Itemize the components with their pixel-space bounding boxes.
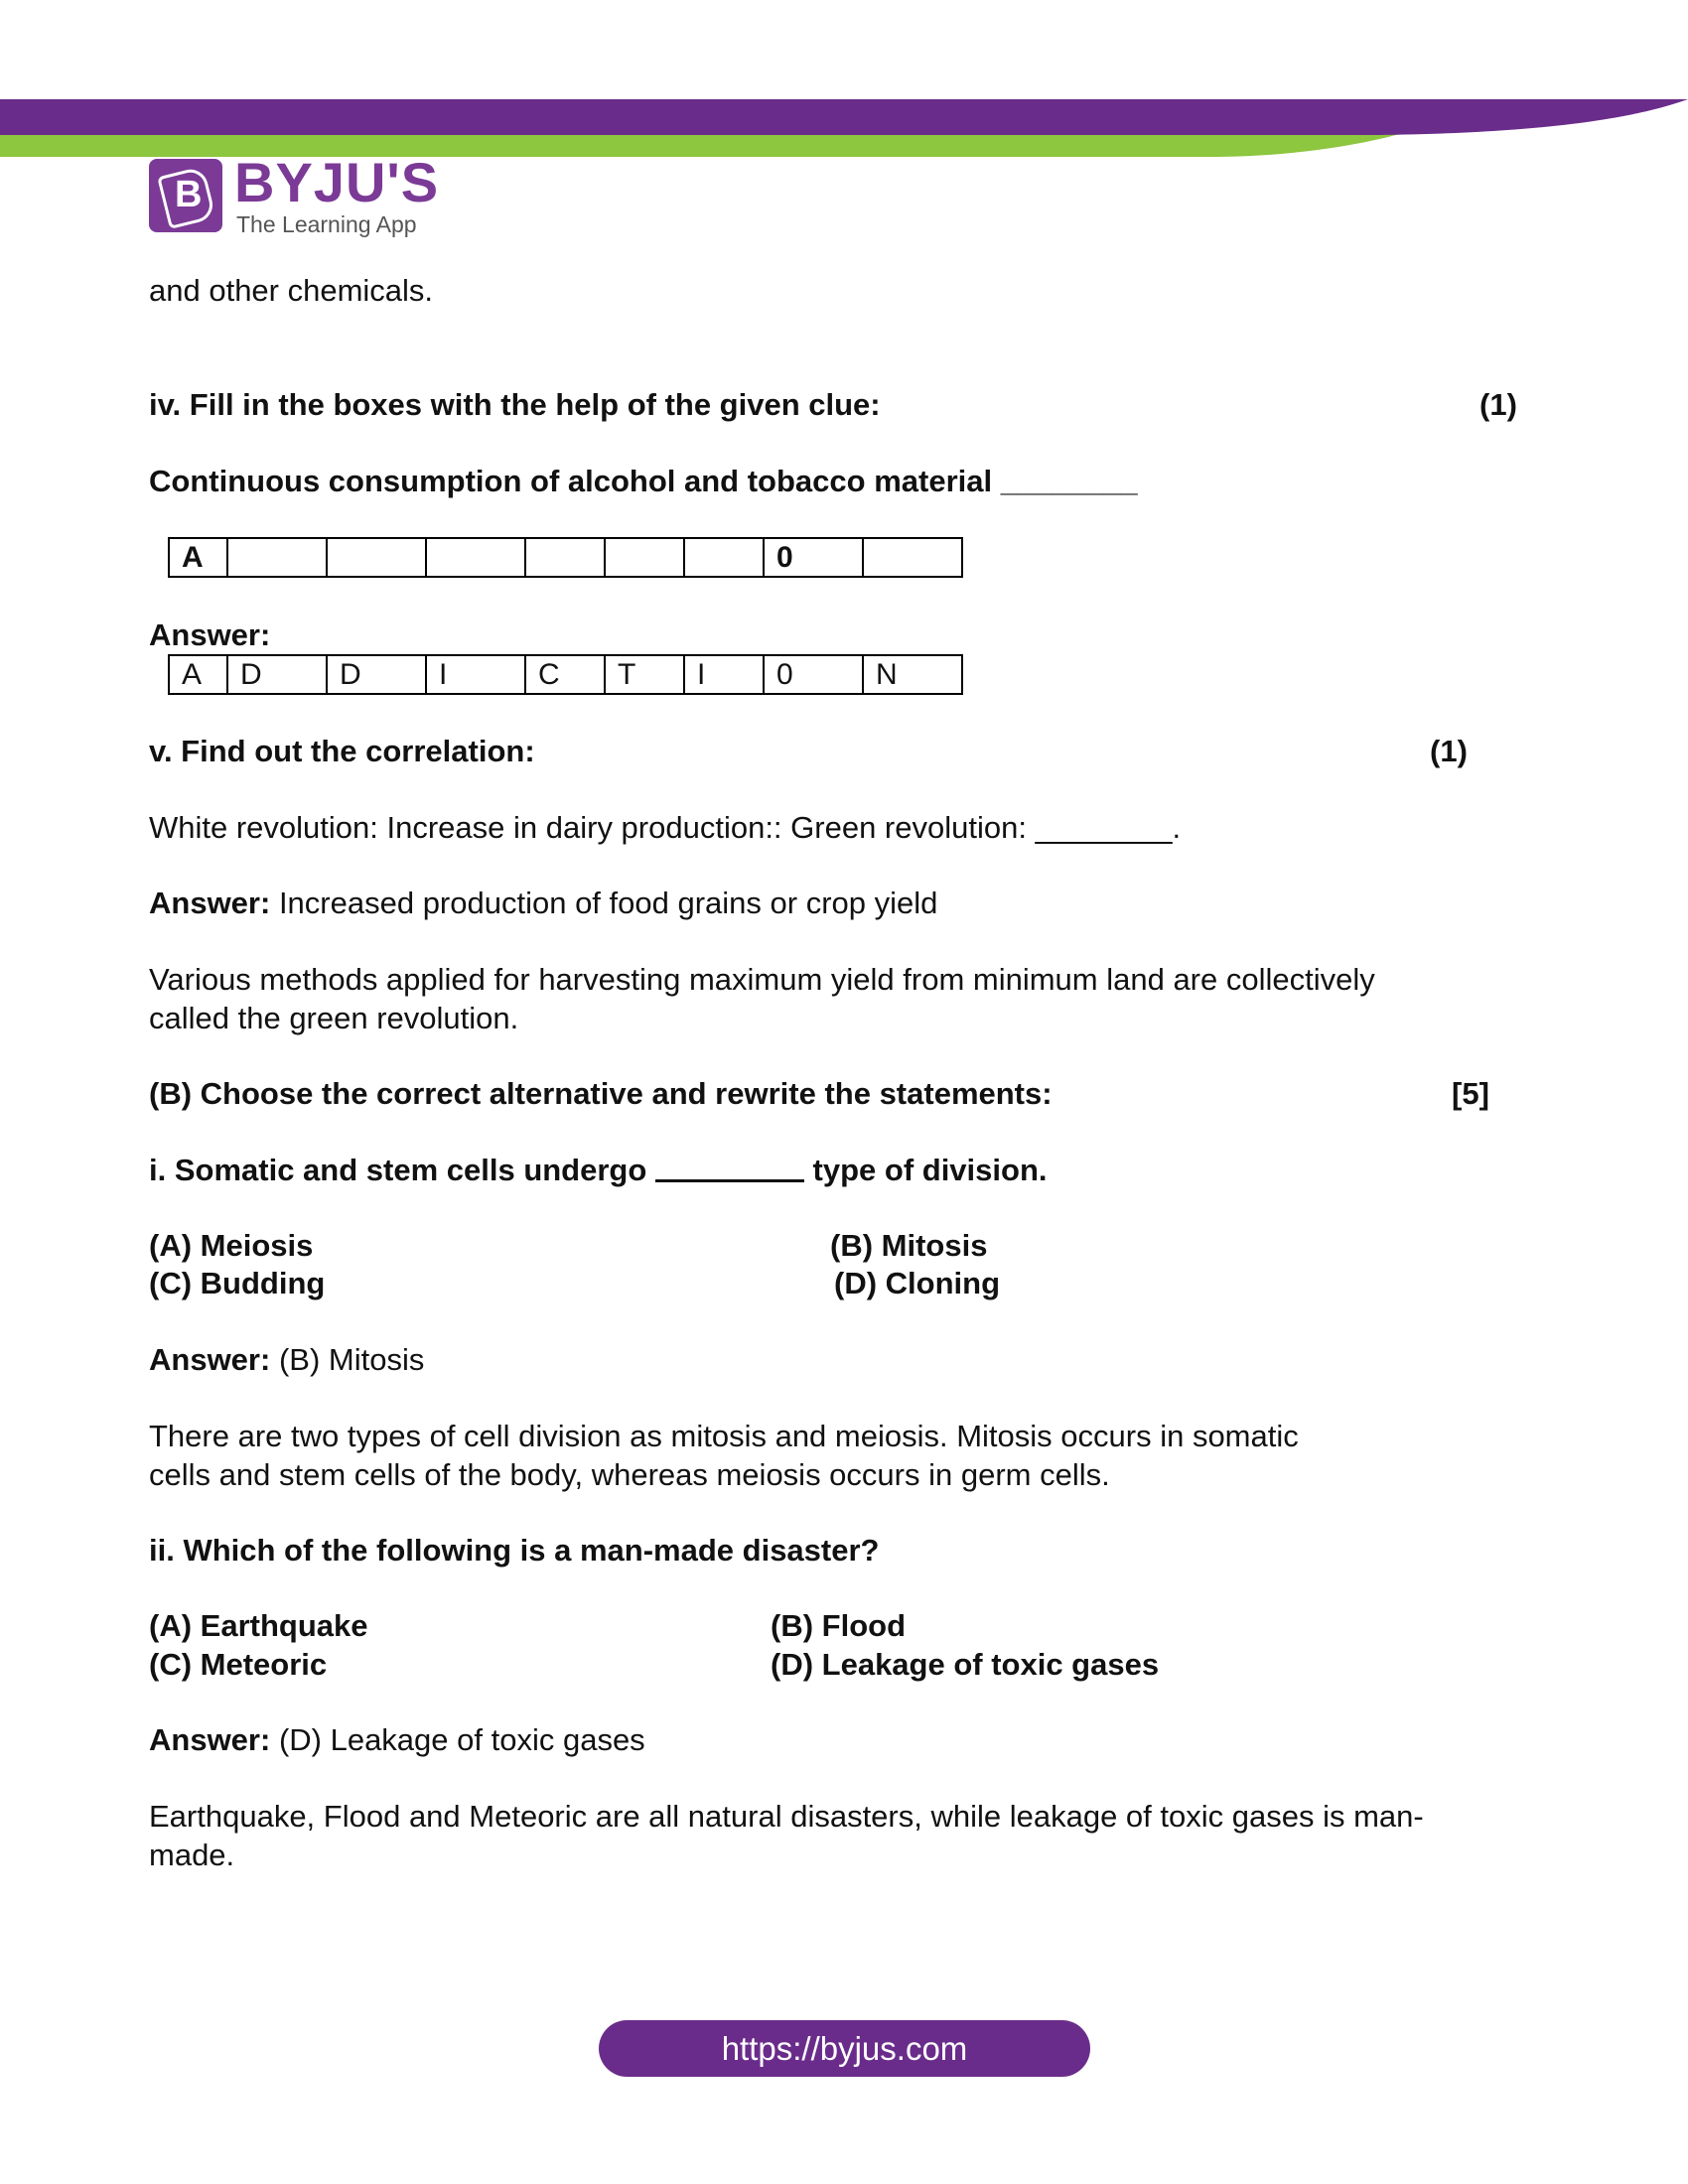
q-i-question [149, 1152, 1048, 1189]
section-b-heading: (B) Choose the correct alternative and rewrite the statements: [149, 1076, 1053, 1111]
q-i-blank [655, 1179, 804, 1182]
answer-text: (B) Mitosis [278, 1342, 425, 1377]
section-b-marks: [5] [1452, 1076, 1489, 1111]
q-iv-answer-label: Answer: [149, 617, 271, 652]
q-ii-option-a: (A) Earthquake [149, 1608, 368, 1643]
answer-label: Answer: [149, 1722, 271, 1757]
q-i-explanation-line-1: There are two types of cell division as mitosis and meiosis. Mitosis occurs in somatic [149, 1419, 1299, 1453]
q-v-statement: White revolution: Increase in dairy production:: Green revolution: ________. [149, 810, 1182, 845]
q-i-option-b: (B) Mitosis [830, 1228, 988, 1263]
q-i-option-d: (D) Cloning [834, 1266, 1001, 1300]
q-i-question-start: i. Somatic and stem cells undergo [149, 1153, 655, 1187]
answer-cell: I [426, 655, 525, 694]
q-iv-heading: iv. Fill in the boxes with the help of the given clue: [149, 387, 881, 422]
brand-name: BYJU'S [234, 151, 440, 213]
header-purple-stripe [0, 99, 1688, 135]
intro-text: and other chemicals. [149, 273, 434, 308]
q-v-explanation-line-1: Various methods applied for harvesting maximum yield from minimum land are collectively [149, 962, 1375, 997]
answer-cell: D [327, 655, 426, 694]
q-i-question-end: type of division. [803, 1153, 1048, 1187]
puzzle-cell: 0 [764, 538, 863, 577]
answer-cell: T [605, 655, 684, 694]
answer-label: Answer: [149, 886, 271, 920]
q-i-explanation-line-2: cells and stem cells of the body, whereas meiosis occurs in germ cells. [149, 1457, 1110, 1492]
q-i-option-c: (C) Budding [149, 1266, 326, 1300]
puzzle-cell [863, 538, 962, 577]
q-iv-clue: Continuous consumption of alcohol and tobacco material ________ [149, 464, 1138, 498]
byjus-logo [149, 151, 447, 240]
answer-grid [168, 654, 963, 695]
q-ii-answer [149, 1721, 645, 1759]
q-ii-option-b: (B) Flood [771, 1608, 907, 1643]
q-ii-question: ii. Which of the following is a man-made disaster? [149, 1533, 880, 1568]
puzzle-cell [605, 538, 684, 577]
puzzle-cell [426, 538, 525, 577]
puzzle-cell [525, 538, 605, 577]
q-v-explanation-line-2: called the green revolution. [149, 1001, 519, 1035]
puzzle-grid [168, 537, 963, 578]
q-iv-marks: (1) [1479, 387, 1517, 422]
puzzle-cell [227, 538, 327, 577]
logo-icon [149, 159, 222, 232]
answer-text: (D) Leakage of toxic gases [278, 1722, 645, 1757]
answer-text: Increased production of food grains or crop yield [278, 886, 938, 920]
puzzle-cell: A [169, 538, 227, 577]
logo-letter: B [175, 174, 203, 215]
q-ii-explanation-line-1: Earthquake, Flood and Meteoric are all natural disasters, while leakage of toxic gases is man- [149, 1799, 1424, 1834]
q-ii-option-d: (D) Leakage of toxic gases [771, 1647, 1160, 1682]
answer-label: Answer: [149, 1342, 271, 1377]
brand-tagline: The Learning App [236, 211, 417, 237]
q-v-heading: v. Find out the correlation: [149, 734, 535, 768]
footer-url-link[interactable]: https://byjus.com [599, 2020, 1090, 2077]
answer-cell: D [227, 655, 327, 694]
answer-cell: I [684, 655, 764, 694]
answer-cell: C [525, 655, 605, 694]
puzzle-cell [684, 538, 764, 577]
answer-cell: A [169, 655, 227, 694]
q-v-answer [149, 885, 937, 922]
header-banner [0, 0, 1688, 169]
answer-cell: 0 [764, 655, 863, 694]
q-v-marks: (1) [1430, 734, 1468, 768]
puzzle-cell [327, 538, 426, 577]
q-ii-explanation-line-2: made. [149, 1838, 235, 1872]
q-i-answer [149, 1341, 424, 1379]
q-ii-option-c: (C) Meteoric [149, 1647, 328, 1682]
answer-cell: N [863, 655, 962, 694]
q-i-option-a: (A) Meiosis [149, 1228, 314, 1263]
